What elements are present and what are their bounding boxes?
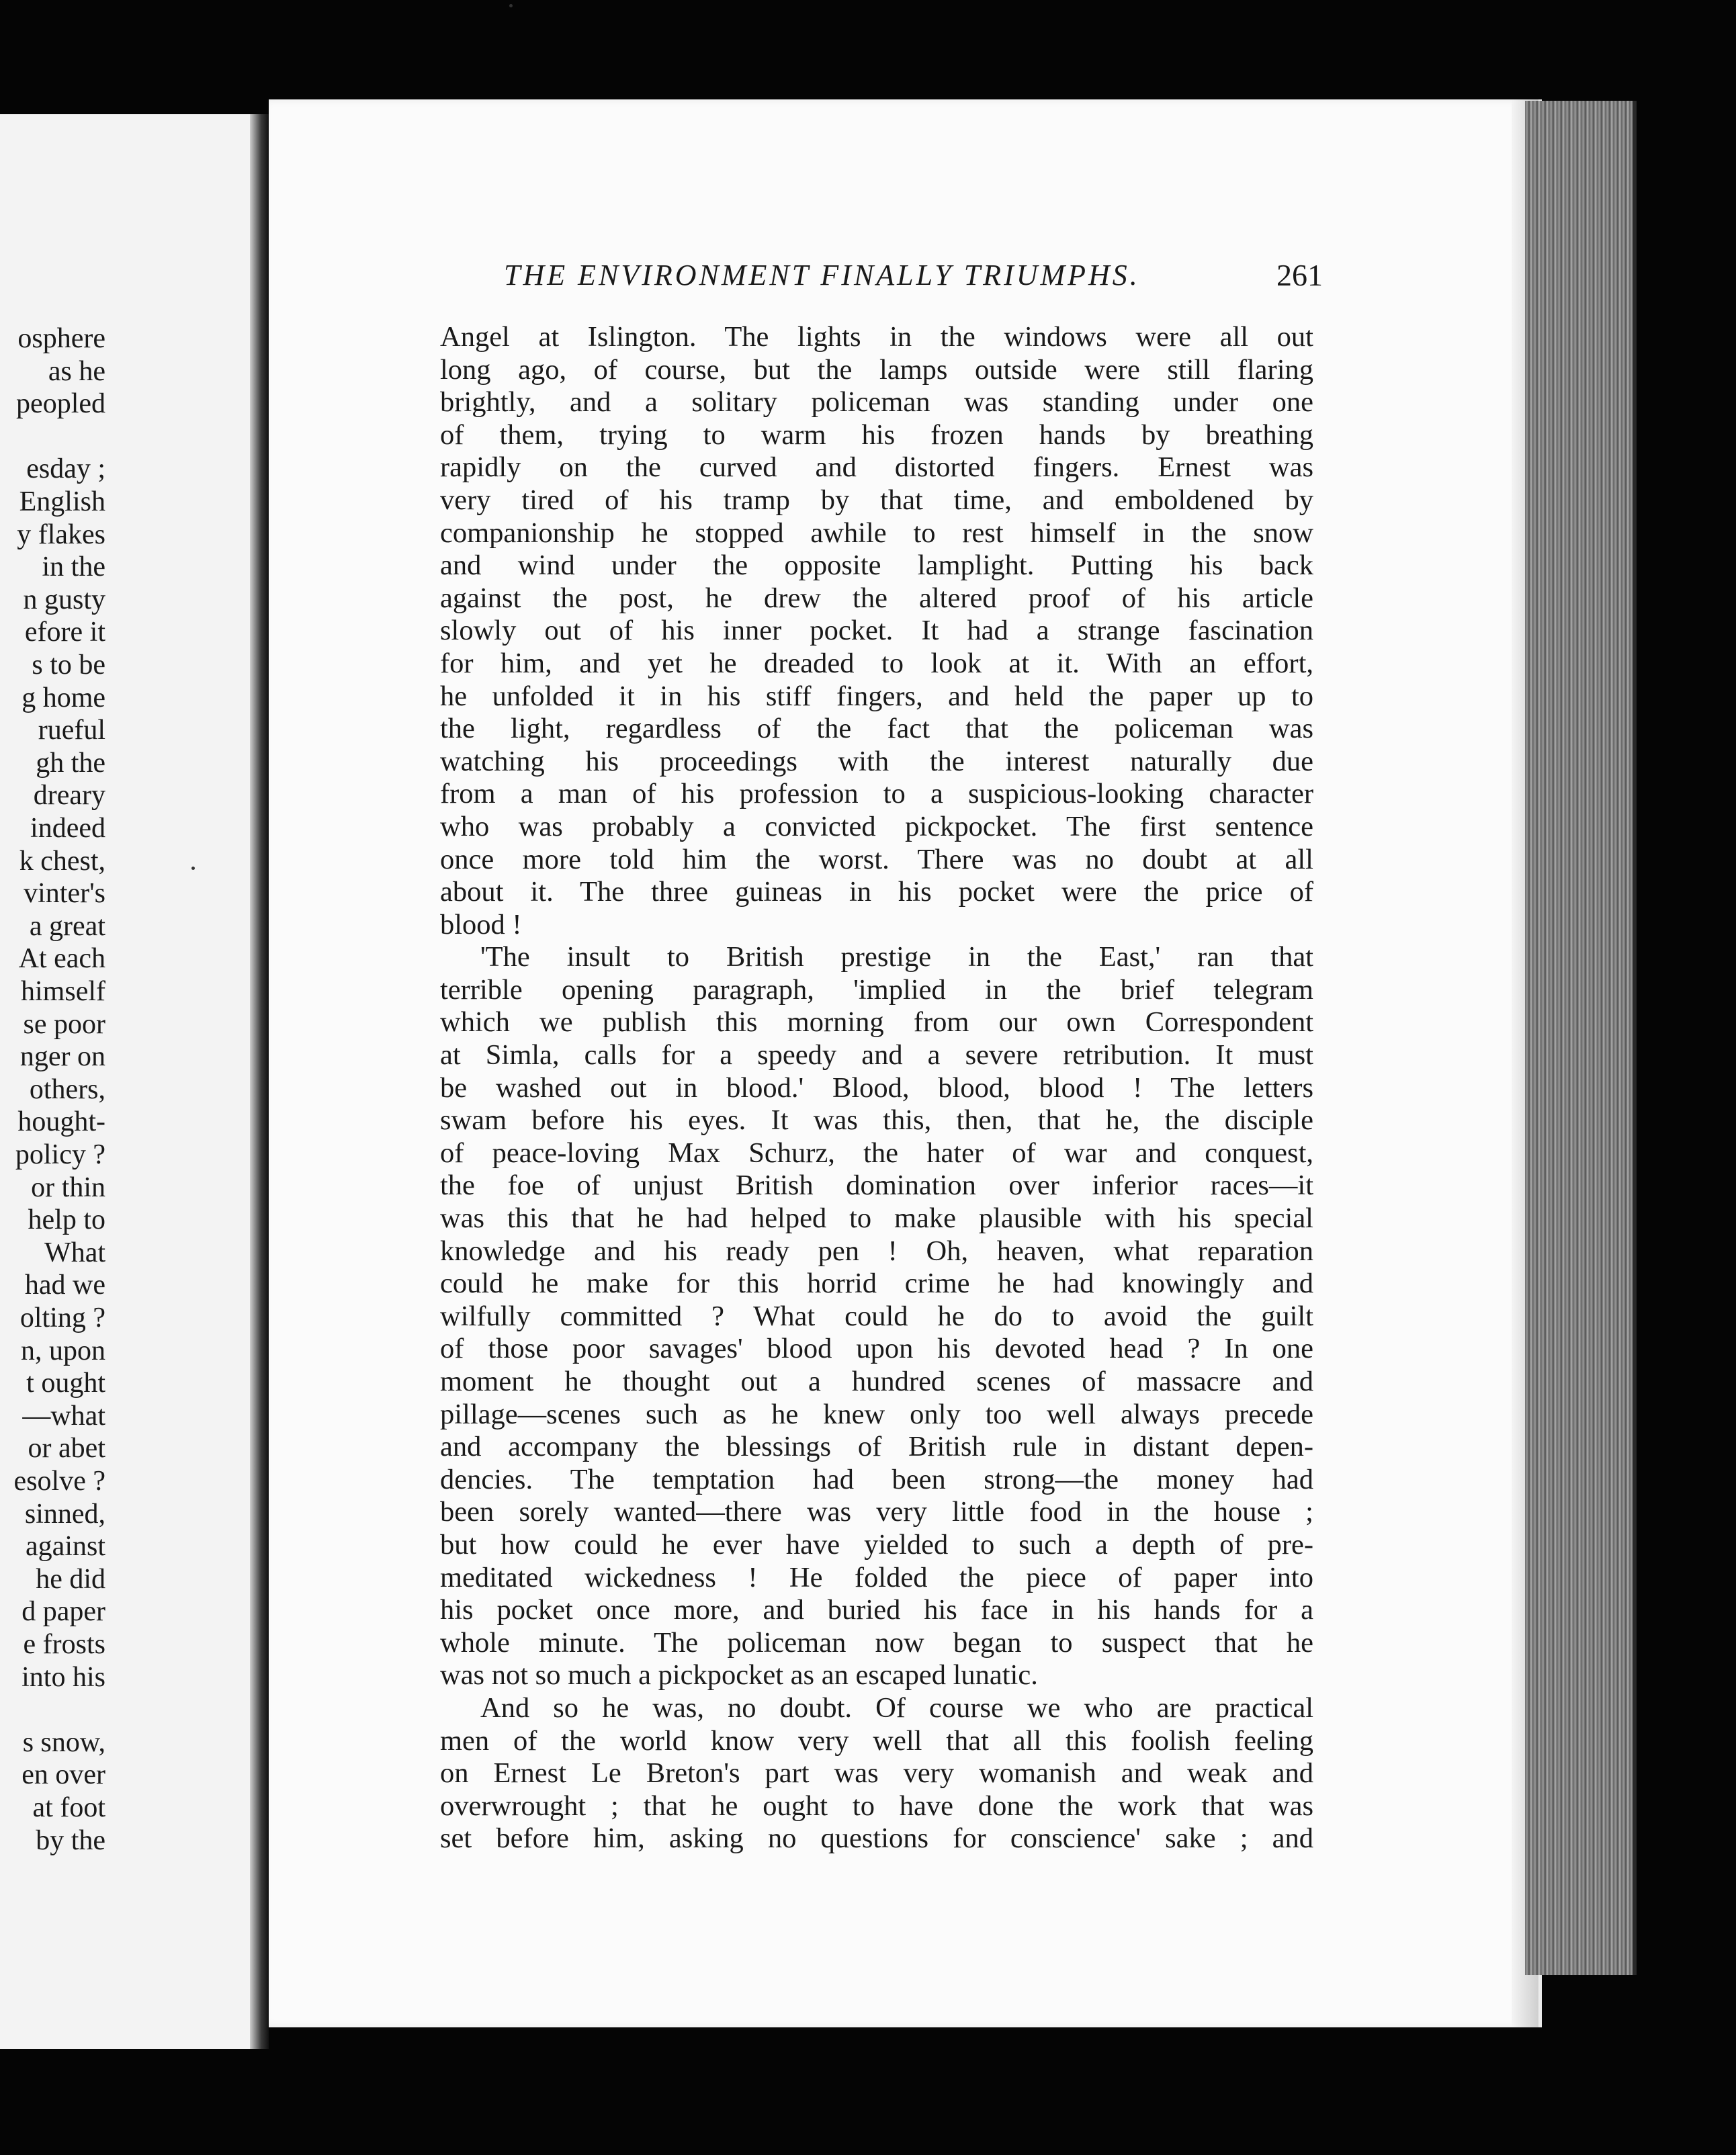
facing-page-line: t ought bbox=[26, 1368, 105, 1399]
paragraph bbox=[440, 321, 1313, 941]
facing-page-line: en over bbox=[21, 1759, 105, 1791]
facing-page-line: g home bbox=[21, 682, 105, 713]
text-line: who was probably a convicted pickpocket. The first sentence bbox=[440, 810, 1313, 842]
facing-page-line: d paper bbox=[21, 1596, 105, 1628]
text-line: be washed out in blood.' Blood, blood, blood ! The letters bbox=[440, 1071, 1313, 1104]
text-line: from a man of his profession to a suspicious-looking character bbox=[440, 778, 1313, 810]
facing-page-line: esday ; bbox=[26, 453, 105, 485]
facing-page-line: s to be bbox=[32, 650, 105, 680]
paragraph bbox=[440, 1692, 1313, 1855]
page-edges bbox=[1525, 101, 1637, 1975]
facing-page-line: at foot bbox=[32, 1792, 105, 1823]
facing-page-line: k chest, bbox=[19, 845, 105, 877]
facing-page-line: peopled bbox=[16, 388, 105, 420]
text-line: the light, regardless of the fact that the policeman was bbox=[440, 713, 1313, 745]
facing-page-line: a great bbox=[29, 910, 105, 942]
scan-speck bbox=[509, 4, 513, 7]
text-line: of peace-loving Max Schurz, the hater of war and conquest, bbox=[440, 1137, 1313, 1169]
page-number: 261 bbox=[1276, 258, 1323, 292]
facing-page-line: sinned, bbox=[24, 1498, 105, 1530]
text-line: moment he thought out a hundred scenes of massacre and bbox=[440, 1366, 1313, 1397]
facing-page-line: nger on bbox=[19, 1041, 105, 1073]
facing-page-line: he did bbox=[36, 1563, 105, 1595]
facing-page-line: himself bbox=[21, 976, 105, 1007]
facing-page-line: e frosts bbox=[23, 1629, 105, 1660]
facing-page-line: in the bbox=[42, 552, 105, 583]
text-line: long ago, of course, but the lamps outside were still flaring bbox=[440, 353, 1313, 386]
text-line: set before him, asking no questions for conscience' sake ; and bbox=[440, 1822, 1313, 1855]
text-line: Angel at Islington. The lights in the windows were all out bbox=[440, 321, 1313, 353]
facing-page-line: help to bbox=[28, 1204, 105, 1236]
facing-page-line: efore it bbox=[24, 617, 105, 648]
facing-page-line: dreary bbox=[33, 780, 105, 811]
text-line: for him, and yet he dreaded to look at it. With an effort, bbox=[440, 647, 1313, 679]
facing-page-line: vinter's bbox=[24, 878, 105, 910]
text-line: pillage—scenes such as he knew only too well always precede bbox=[440, 1398, 1313, 1430]
facing-page-line: against bbox=[26, 1531, 105, 1563]
text-line: blood ! bbox=[440, 908, 522, 940]
text-line: was this that he had helped to make plausible with his special bbox=[440, 1202, 1313, 1235]
text-line: brightly, and a solitary policeman was standing under one bbox=[440, 386, 1313, 419]
text-line: which we publish this morning from our own Correspondent bbox=[440, 1006, 1313, 1039]
text-line: of them, trying to warm his frozen hands by breathing bbox=[440, 419, 1313, 451]
text-line: swam before his eyes. It was this, then, that he, the disciple bbox=[440, 1104, 1313, 1137]
facing-page-line: policy ? bbox=[15, 1139, 105, 1170]
facing-page-line: others, bbox=[29, 1073, 105, 1105]
facing-page-line: English bbox=[19, 486, 105, 517]
running-head: THE ENVIRONMENT FINALLY TRIUMPHS. bbox=[504, 259, 1140, 292]
text-line: was not so much a pickpocket as an escaped lunatic. bbox=[440, 1659, 1038, 1691]
text-line: companionship he stopped awhile to rest himself in the snow bbox=[440, 517, 1313, 549]
text-line: he unfolded it in his stiff fingers, and held the paper up to bbox=[440, 680, 1313, 712]
text-line: knowledge and his ready pen ! Oh, heaven, what reparation bbox=[440, 1235, 1313, 1267]
facing-page-line: gh the bbox=[36, 747, 105, 779]
text-line: been sorely wanted—there was very little food in the house ; bbox=[440, 1496, 1313, 1528]
facing-page-left bbox=[0, 114, 259, 2049]
facing-page-line: y flakes bbox=[17, 519, 105, 550]
text-line: against the post, he drew the altered proof of his article bbox=[440, 582, 1313, 614]
facing-page-line: At each bbox=[18, 943, 105, 975]
facing-page-line: osphere bbox=[17, 323, 105, 354]
text-line: at Simla, calls for a speedy and a severe retribution. It must bbox=[440, 1039, 1313, 1071]
text-line: men of the world know very well that all this foolish feeling bbox=[440, 1724, 1313, 1757]
text-line: and accompany the blessings of British rule in distant depen- bbox=[440, 1431, 1313, 1463]
text-line: but how could he ever have yielded to such a depth of pre- bbox=[440, 1528, 1313, 1560]
facing-page-line: se poor bbox=[23, 1008, 105, 1040]
text-line: and wind under the opposite lamplight. Putting his back bbox=[440, 549, 1313, 582]
facing-page-line: s snow, bbox=[22, 1726, 105, 1758]
paragraph bbox=[440, 941, 1313, 1692]
text-line: And so he was, no doubt. Of course we who are practical bbox=[480, 1691, 1313, 1724]
facing-page-line: or abet bbox=[28, 1433, 105, 1464]
facing-page-line: olting ? bbox=[19, 1303, 105, 1333]
text-line: of those poor savages' blood upon his devoted head ? In one bbox=[440, 1333, 1313, 1365]
facing-page-line: n, upon bbox=[21, 1335, 105, 1366]
text-line: about it. The three guineas in his pocket were the price of bbox=[440, 876, 1313, 908]
text-line: watching his proceedings with the interest naturally due bbox=[440, 745, 1313, 777]
text-line: slowly out of his inner pocket. It had a strange fascination bbox=[440, 615, 1313, 647]
facing-page-line: esolve ? bbox=[13, 1466, 105, 1497]
facing-page-line: into his bbox=[21, 1661, 105, 1693]
text-line: meditated wickedness ! He folded the piece of paper into bbox=[440, 1561, 1313, 1593]
facing-page-line: or thin bbox=[31, 1172, 105, 1203]
text-line: once more told him the worst. There was no doubt at all bbox=[440, 843, 1313, 875]
facing-page-line: indeed bbox=[30, 813, 105, 844]
facing-page-line: What bbox=[44, 1237, 105, 1268]
facing-page-line: n gusty bbox=[23, 584, 105, 615]
text-line: wilfully committed ? What could he do to avoid the guilt bbox=[440, 1300, 1313, 1332]
book-gutter bbox=[250, 114, 269, 2049]
facing-page-line: as he bbox=[48, 355, 105, 387]
text-line: whole minute. The policeman now began to suspect that he bbox=[440, 1626, 1313, 1659]
text-line: his pocket once more, and buried his face in his hands for a bbox=[440, 1594, 1313, 1626]
text-line: on Ernest Le Breton's part was very womanish and weak and bbox=[440, 1757, 1313, 1790]
text-line: dencies. The temptation had been strong—the money had bbox=[440, 1463, 1313, 1495]
facing-page-line: —what bbox=[22, 1400, 105, 1432]
scan-speck bbox=[191, 867, 195, 870]
text-line: terrible opening paragraph, 'implied in the brief telegram bbox=[440, 973, 1313, 1006]
text-line: very tired of his tramp by that time, and emboldened by bbox=[440, 484, 1313, 516]
text-line: rapidly on the curved and distorted fingers. Ernest was bbox=[440, 451, 1313, 484]
text-line: 'The insult to British prestige in the East,' ran that bbox=[480, 941, 1313, 973]
facing-page-line: hought- bbox=[17, 1106, 105, 1138]
facing-page-line: had we bbox=[24, 1270, 105, 1301]
text-line: could he make for this horrid crime he had knowingly and bbox=[440, 1268, 1313, 1300]
body-text bbox=[440, 321, 1313, 1855]
text-line: the foe of unjust British domination over inferior races—it bbox=[440, 1170, 1313, 1202]
facing-page-line: rueful bbox=[38, 715, 105, 746]
facing-page-line: by the bbox=[36, 1824, 105, 1856]
text-line: overwrought ; that he ought to have done the work that was bbox=[440, 1790, 1313, 1822]
